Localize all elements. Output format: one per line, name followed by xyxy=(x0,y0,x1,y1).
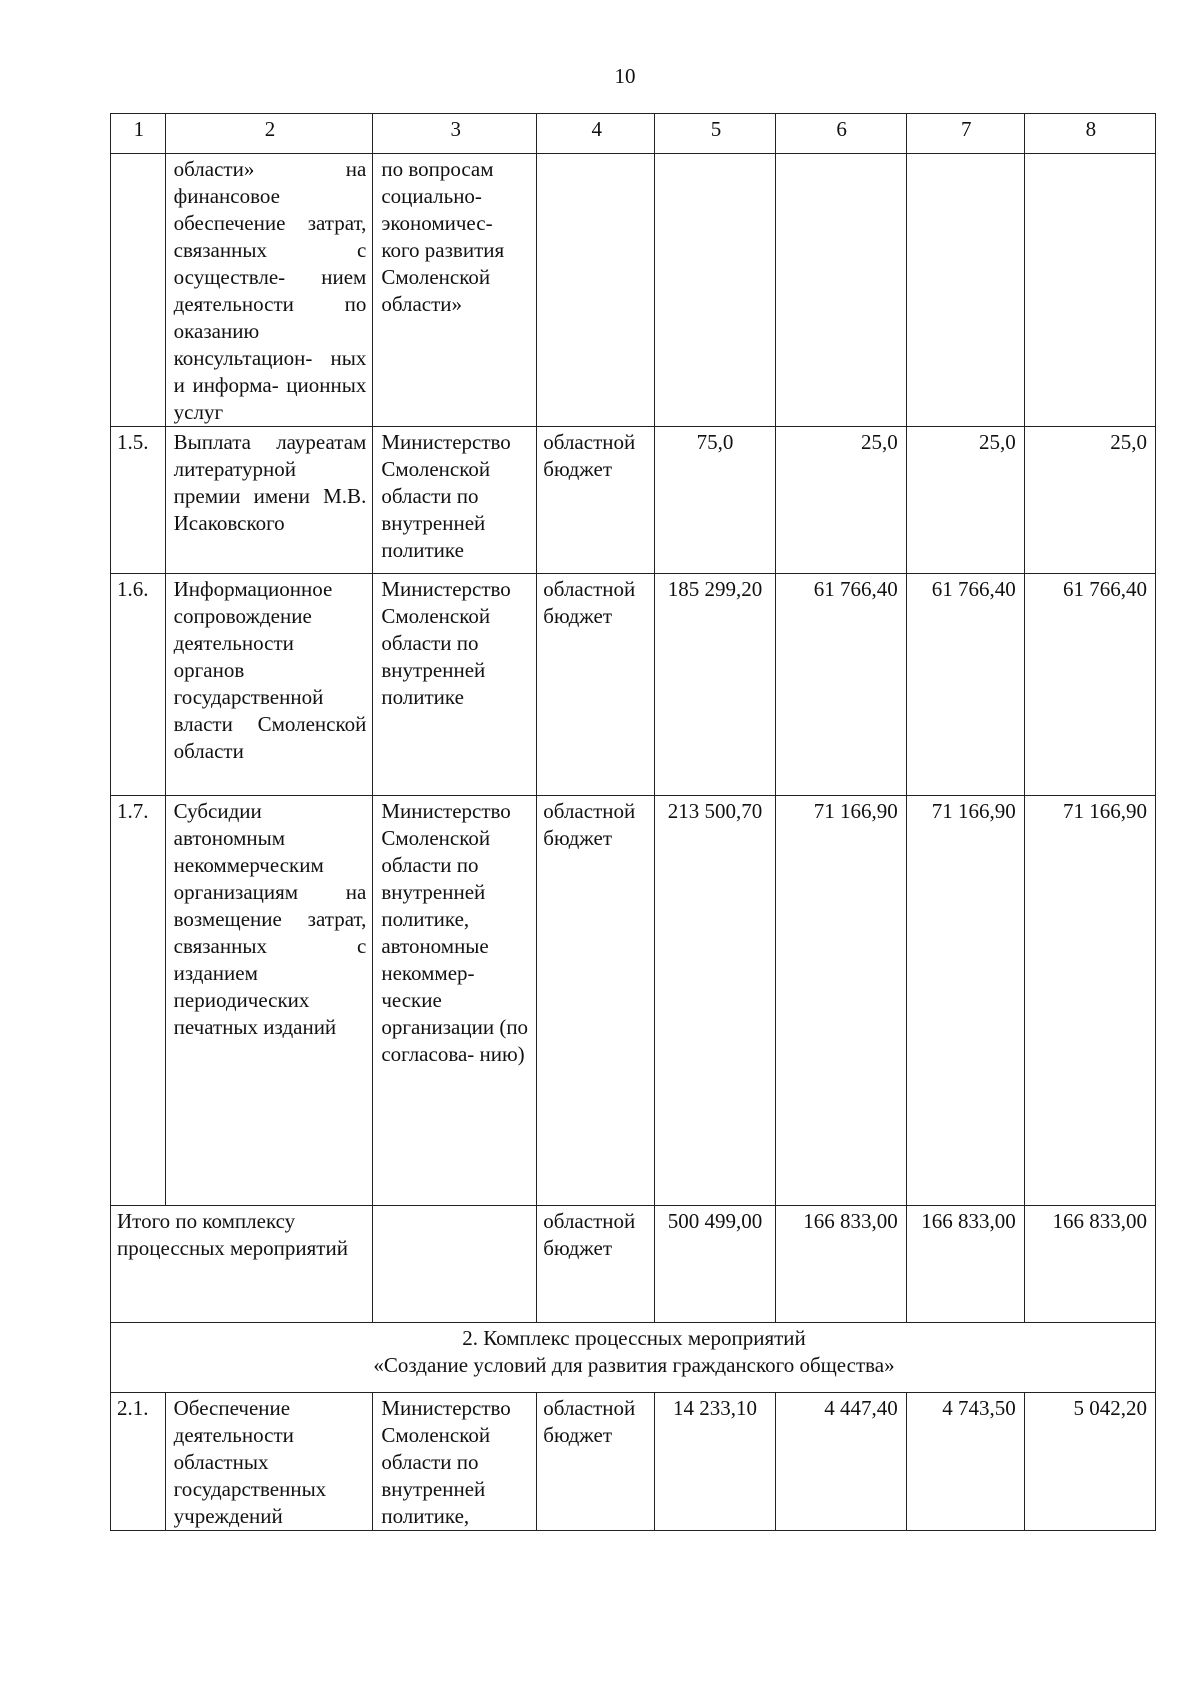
column-header-4: 4 xyxy=(537,114,655,154)
value-year-3: 61 766,40 xyxy=(1024,574,1155,796)
value-year-2 xyxy=(906,154,1024,427)
total-row xyxy=(111,1206,1156,1323)
measure-name: Субсидии автономным некоммерческим организациям на возмещение затрат, связанных с изданием периодических печатных изданий xyxy=(165,796,373,1206)
column-header-8: 8 xyxy=(1024,114,1155,154)
value-total: 14 233,10 xyxy=(655,1393,775,1531)
measure-name: области» на финансовое обеспечение затрат, связанных с осуществле- нием деятельности по оказанию консультацион- ных и информа- ционных услуг xyxy=(165,154,373,427)
table-row xyxy=(111,796,1156,1206)
table-row xyxy=(111,154,1156,427)
value-year-3: 5 042,20 xyxy=(1024,1393,1155,1531)
section-heading-line-1: 2. Комплекс процессных мероприятий xyxy=(462,1326,806,1350)
value-year-3: 71 166,90 xyxy=(1024,796,1155,1206)
column-header-1: 1 xyxy=(111,114,166,154)
section-heading xyxy=(111,1323,1156,1393)
table-row xyxy=(111,574,1156,796)
value-year-1 xyxy=(775,154,906,427)
measure-name: Обеспечение деятельности областных государственных учреждений xyxy=(165,1393,373,1531)
row-number: 1.5. xyxy=(111,427,166,574)
table-row xyxy=(111,1393,1156,1531)
total-year-2: 166 833,00 xyxy=(906,1206,1024,1323)
row-number: 1.6. xyxy=(111,574,166,796)
section-heading-line-2: «Создание условий для развития гражданского общества» xyxy=(373,1353,895,1377)
funding-source: областной бюджет xyxy=(537,427,655,574)
measure-name: Выплата лауреатам литературной премии имени М.В. Исаковского xyxy=(165,427,373,574)
value-total: 213 500,70 xyxy=(655,796,775,1206)
executor: по вопросам социально- экономичес- кого развития Смоленской области» xyxy=(373,154,537,427)
column-header-7: 7 xyxy=(906,114,1024,154)
executor: Министерство Смоленской области по внутренней политике xyxy=(373,427,537,574)
executor: Министерство Смоленской области по внутренней политике xyxy=(373,574,537,796)
value-year-2: 25,0 xyxy=(906,427,1024,574)
total-funding-source: областной бюджет xyxy=(537,1206,655,1323)
funding-source: областной бюджет xyxy=(537,574,655,796)
total-year-3: 166 833,00 xyxy=(1024,1206,1155,1323)
header-row xyxy=(111,114,1156,154)
row-number xyxy=(111,154,166,427)
column-header-5: 5 xyxy=(655,114,775,154)
value-total: 185 299,20 xyxy=(655,574,775,796)
executor: Министерство Смоленской области по внутренней политике, xyxy=(373,1393,537,1531)
value-year-2: 71 166,90 xyxy=(906,796,1024,1206)
value-year-1: 71 166,90 xyxy=(775,796,906,1206)
row-number: 2.1. xyxy=(111,1393,166,1531)
funding-source: областной бюджет xyxy=(537,1393,655,1531)
value-year-1: 61 766,40 xyxy=(775,574,906,796)
value-year-1: 4 447,40 xyxy=(775,1393,906,1531)
section-heading-row xyxy=(111,1323,1156,1393)
table-row xyxy=(111,427,1156,574)
row-number: 1.7. xyxy=(111,796,166,1206)
total-executor xyxy=(373,1206,537,1323)
value-year-2: 4 743,50 xyxy=(906,1393,1024,1531)
total-label: Итого по комплексу процессных мероприятий xyxy=(111,1206,373,1323)
value-total xyxy=(655,154,775,427)
executor: Министерство Смоленской области по внутренней политике, автономные некоммер- ческие организации (по согласова- нию) xyxy=(373,796,537,1206)
total-year-1: 166 833,00 xyxy=(775,1206,906,1323)
funding-source: областной бюджет xyxy=(537,796,655,1206)
measure-name: Информационное сопровождение деятельности органов государственной власти Смоленской области xyxy=(165,574,373,796)
total-value: 500 499,00 xyxy=(655,1206,775,1323)
value-year-3: 25,0 xyxy=(1024,427,1155,574)
column-header-6: 6 xyxy=(775,114,906,154)
budget-table xyxy=(110,113,1156,1531)
value-year-3 xyxy=(1024,154,1155,427)
value-year-1: 25,0 xyxy=(775,427,906,574)
page-number: 10 xyxy=(614,64,636,88)
column-header-2: 2 xyxy=(165,114,373,154)
value-total: 75,0 xyxy=(655,427,775,574)
column-header-3: 3 xyxy=(373,114,537,154)
funding-source xyxy=(537,154,655,427)
value-year-2: 61 766,40 xyxy=(906,574,1024,796)
